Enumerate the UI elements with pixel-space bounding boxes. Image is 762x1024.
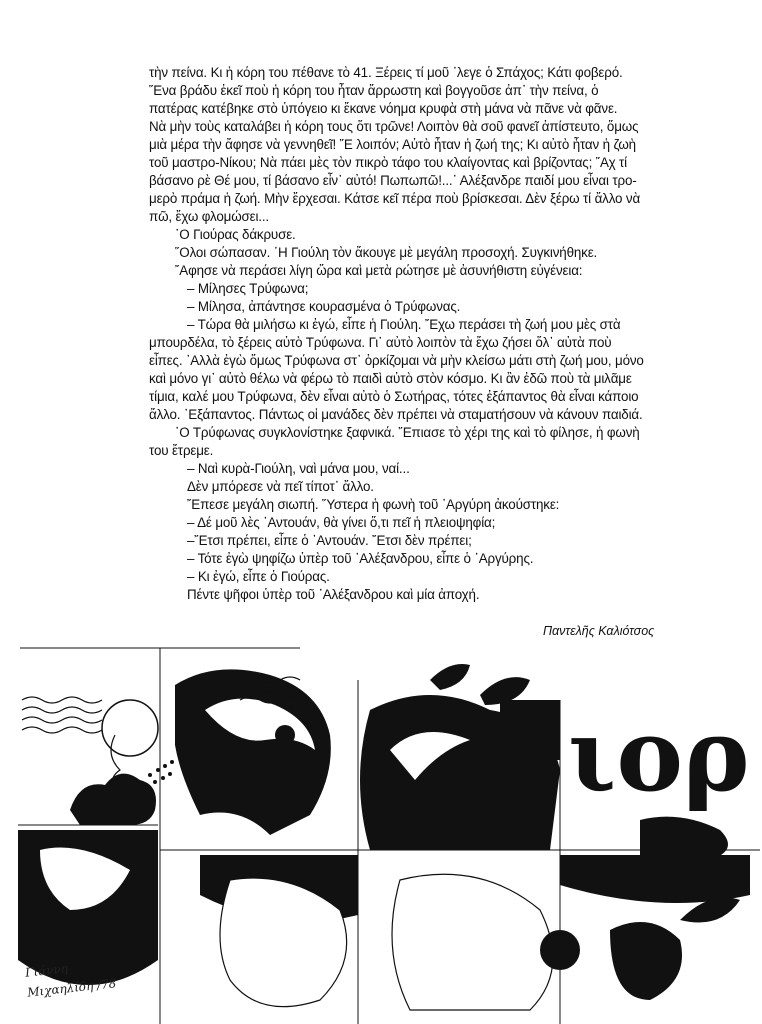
text-line: – Τώρα θὰ μιλήσω κι ἐγώ, εἶπε ἡ Γιούλη. ῎Εχω περάσει τὴ ζωή μου μὲς στὰ [187,317,621,332]
bouquet-shape [610,922,682,1000]
text-line: – Μίλησα, ἀπάντησε κουρασμένα ὁ Τρύφωνας. [187,299,461,314]
text-line: του ἔτρεμε. [149,443,214,458]
text-line: βάσανο ρὲ Θέ μου, τί βάσανο εἶν᾽ αὐτό! Πωπωπῶ!...᾽ Αλέξανδρε παιδί μου εἶναι τρο- [149,173,637,188]
signature-first-name: Γιάννη [24,961,69,980]
text-line: τίμια, καλέ μου Τρύφωνα, δὲν εἶναι αὐτὸ ὁ Σωτήρας, τότες ἐξάπαντος θὰ εἶναι κάποιο [149,389,639,404]
lower-right-dark-shape [560,855,750,903]
text-line: Δὲν μπόρεσε νὰ πεῖ τίποτ᾽ ἄλλο. [187,479,374,494]
text-line: Πέντε ψῆφοι ὑπὲρ τοῦ ᾽Αλέξανδρου καὶ μία ἀποχή. [187,587,480,602]
text-line: – Τότε ἐγὼ ψηφίζω ὑπὲρ τοῦ ᾽Αλέξανδρου, εἶπε ὁ ᾽Αργύρης. [187,551,534,566]
text-line: ῞Ενα βράδυ ἐκεῖ ποὺ ἡ κόρη του ἦταν ἄρρωστη καὶ βογγοῦσε ἀπ᾽ τὴν πείνα, ὁ [149,83,599,98]
text-line: μερὸ πράμα ἡ ζωή. Μὴν ἔρχεσαι. Κάτσε κεῖ πέρα ποὺ βρίσκεσαι. Δὲν ξέρω τί ἄλλο νὰ [149,191,641,206]
dark-bird-shape [175,669,331,835]
text-line: πῶ, ἔχω φλομώσει... [149,209,270,224]
dark-shrub-left [70,774,156,825]
text-line: ῎Επεσε μεγάλη σιωπή. ῞Υστερα ἡ φωνὴ τοῦ ᾽Αργύρη ἀκούστηκε: [187,497,560,512]
text-line: πατέρας κατέβηκε στὸ ὑπόγειο κι ἔκανε νόημα κρυφὰ στὴ μάνα νὰ πᾶνε νὰ φᾶνε. [149,101,618,116]
postmark-lines-left [22,697,102,733]
torn-black-shape-right [640,817,728,860]
cherub-lower [540,930,580,970]
dots-spray [148,756,182,784]
text-line: μιὰ μέρα τὴν ἄφησε νὰ γεννηθεῖ! ῎Ε λοιπόν; Αὐτὸ ἦταν ἡ ζωή της; Κι αὐτὸ ἦταν ἡ ζωὴ [149,137,636,152]
text-line: εἶπες. ᾽Αλλὰ ἐγὼ ὅμως Τρύφωνα στ᾽ ὁρκίζομαι νὰ μὴν κλείσω μάτι στὴ ζωή μου, μόνο [149,353,644,368]
article-text [149,64,762,604]
text-line: –῎Ετσι πρέπει, εἶπε ὁ ᾽Αντουάν. ῎Ετσι δὲν πρέπει; [187,533,472,548]
large-letters-ior: ιορ [568,696,750,814]
text-line: ῎Αφησε νὰ περάσει λίγη ὥρα καὶ μετὰ ρώτησε μὲ ἀσυνήθιστη εὐγένεια: [175,263,583,278]
moon-circle [102,700,158,756]
text-line: μπουρδέλα, τὸ ξέρεις αὐτὸ Τρύφωνα. Γι᾽ αὐτὸ λοιπὸν τὰ ἔχω ζήσει ὅλ᾽ αὐτὰ ποὺ [149,335,612,350]
text-line: – Μίλησες Τρύφωνα; [187,281,309,296]
text-line: – Δέ μοῦ λὲς ᾽Αντουάν, θὰ γίνει ὅ,τι πεῖ ἡ πλειοψηφία; [187,515,496,530]
text-line: ῾Ο Γιούρας δάκρυσε. [175,227,296,242]
text-line: – Ναὶ κυρὰ-Γιούλη, ναὶ μάνα μου, ναί... [187,461,410,476]
text-line: ἄλλο. ᾽Εξάπαντος. Πάντως οἱ μανάδες δὲν πρέπει νὰ σταματήσουν νὰ κάνουν παιδιά. [149,407,643,422]
signature-last-name-year: Μιχαηλίδη /78 [26,976,117,1000]
checkered-block [500,700,560,760]
text-line: τοῦ μαστρο-Νίκου; Νὰ πάει μὲς τὸν πικρὸ τάφο του κλαίγοντας καὶ βρίζοντας; ῎Αχ τί [149,155,628,170]
text-line: ῞Ολοι σώπασαν. ῾Η Γιούλη τὸν ἄκουγε μὲ μεγάλη προσοχή. Συγκινήθηκε. [175,245,598,260]
cherub-head [275,725,295,745]
cherub-figure [272,752,308,788]
text-line: Νὰ μὴν τοὺς καταλάβει ἡ κόρη τους ὅτι τρῶνε! Λοιπὸν θὰ σοῦ φανεῖ ἀπίστευτο, ὅμως [149,119,639,134]
text-line: καὶ μόνο γι᾽ αὐτὸ θέλω νὰ φέρω τὸ παιδὶ αὐτὸ στὸν κόσμο. Κι ἂν ἐδῶ ποὺ τὰ μιλᾶμε [149,371,632,386]
lower-right-white-blob [392,874,553,1010]
text-line: – Κι ἐγώ, εἶπε ὁ Γιούρας. [187,569,330,584]
apple-leaf [430,664,470,690]
text-line: τὴν πείνα. Κι ἡ κόρη του πέθανε τὸ 41. Ξέρεις τί μοῦ ᾽λεγε ὁ Σπάχος; Κάτι φοβερό. [149,65,623,80]
author-signature-line: Παντελῆς Καλιότσος [543,624,655,638]
text-line: ῾Ο Τρύφωνας συγκλονίστηκε ξαφνικά. ῎Επιασε τὸ χέρι της καὶ τὸ φίλησε, ἡ φωνὴ [175,425,640,440]
